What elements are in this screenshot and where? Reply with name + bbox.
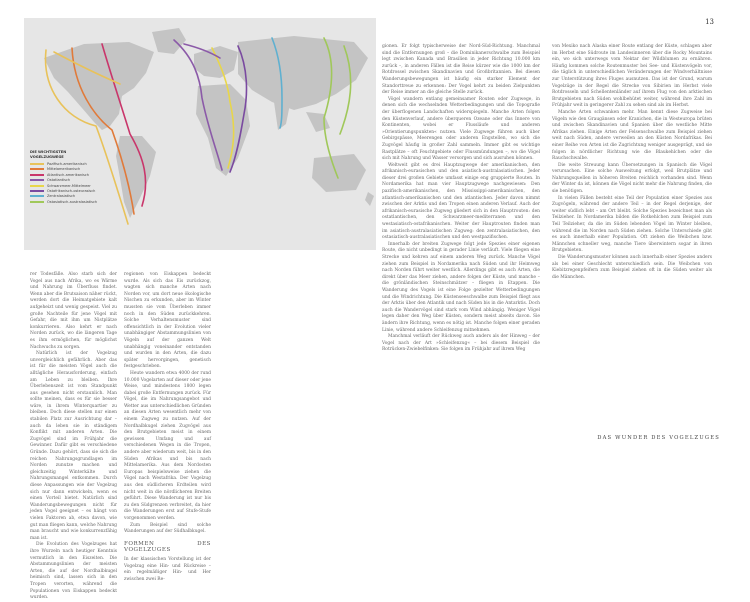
legend-label: Ostasiatisch-australasiatisch <box>47 199 98 204</box>
body-paragraph: Natürlich ist der Vogelzug unvergleichlich gefährlich. Aber das ist für die meisten Vögel auch die alltägliche Herausforderung, einfach am Leben zu bleiben. Ihre Überlebenszeit ist vom Standpunkt aus gesehen nicht erstaunlich. Man sollte meinen, dass es für sie besser wäre, in ihrem Winterquartier zu bleiben. Doch diese stellen nur einen stabilen Platz zur Ausrichtung dar – auch da leben sie in ständigem Konflikt mit anderen Arten. Die Zugvögel sind im Frühjahr die Gewinner. Dafür gibt es verschiedene Gründe. Dazu gehört, dass sie sich die reichen Nahrungsgrundlagen im Norden zunutze machen und gleichzeitig Winterkälte und Nahrungsmangel entkommen. Durch diese Anpassungen wie der Vogelzug sich nur dann entwickeln, wenn es einen Vorteil bietet. Natürlich sind Wanderungsbewegungen nicht für jeden Vogel geeignet – es hängt von vielen Faktoren ab, etwa davon, wie gut man fliegen kann, welche Nahrung man braucht und wie konkurrenzfähig man ist. <box>30 351 117 541</box>
body-paragraph: rer Todesfälle. Also starb sich der Vogel aus nach Afrika, wo es Wärme und Nahrung im Überfluss findet. Wenn aber die Brutsaison näher rückt, werden dort die Heimatgebiete kalt aufgeheizt und wenig gespeist. Viel zu große Nachteile für jene Vögel mit Gefahr, die mit ihm um Nistplätze konkurrieren. Also kehrt er nach Norden zurück, wo die längeren Tage es ihm ermöglichen, für möglichst Nachwuchs zu sorgen. <box>30 272 117 350</box>
section-first-paragraph: In der klassischen Vorstellung ist der Vogelzug eine Hin- und Rückreise – ein regelmäßiger Hin- und Her zwischen zwei Re- <box>124 556 211 582</box>
column-1-body <box>30 272 117 602</box>
body-paragraph: Die Evolution des Vogelzuges hat ihre Wurzeln nach heutiger Kenntnis vermutlich in den Eiszeiten. Die Abstammungslinien der meisten Arten, die auf der Nordhalbkugel heimisch sind, lassen sich in den Tropen verorten, während die Populationen von Eiskappen bedeckt wurden. <box>30 542 117 601</box>
legend-label: Zentralasiatisch <box>47 194 76 199</box>
legend-swatch <box>30 163 44 165</box>
body-paragraph: gionen. Er folgt typischerweise der Nord-Süd-Richtung. Manchmal sind die Entfernungen groß – die Dominikanerschwalbe zum Beispiel legt zwischen Kanada und Brasilien in jeder Richtung 10.000 km zurück –, in anderen Fällen ist die Reise kürzer wie die 1000 km der Rotdrossel zwischen Skandinavien und Großbritannien. Bei diesen Wanderungsbewegungen ist häufig ein starker Element der Standorttreue zu erkennen: Der Vogel kehrt zu beiden Zielpunkten der Reise immer an die gleiche Stelle zurück. <box>382 44 540 96</box>
body-paragraph: Die weite Streuung kann Übersetzungen in Spanisch die Vögel verursachen. Eine solche Ausweitung erfolgt, weil Brutplätze und Nahrungsquellen in höheren Breiten reichlich vorhanden sind. Wenn der Winter da ist, können die Vögel nicht mehr die Nahrung finden, die sie benötigen. <box>552 162 712 195</box>
body-paragraph: Manchmal verläuft der Rückweg auch anders als der Hinweg – der Vogel nach der Art »Schleifenzug« – bei diesem Beispiel die Rotrücken-Zwiebelfinken: Sie folgen im Frühjahr auf ihrem Weg <box>382 334 540 353</box>
legend-swatch <box>30 195 44 197</box>
body-paragraph: Die Wanderungsmuster können auch innerhalb einer Spezies anders als bei einer Geschlecht unterschiedlich sein. Die Weibchen von Kiebitzregenpfeifern zum Beispiel ziehen oft in die Süden weiter als die Männchen. <box>552 255 712 280</box>
text-column-2 <box>124 272 211 582</box>
body-paragraph: Vögel wandern entlang gemeinsamer Routen oder Zugwege, in denen sich die wechselnden Wetterbedingungen und die Topografie der überflogenen Landschaften widerspiegeln. Manche Arten folgen den Küstenverlauf, andere überqueren Ozeane oder das Innere von Kontinenten, wobei er Flussläufe und anderen »Orientierungspunkten« nutzen. Viele Zugwege führen auch über Gebirgspässe, Meerengen oder anderen Engstellen, wo sich die Zugvögel häufig in großer Zahl sammeln. Immer gibt es wichtige Rastplätze – oft Feuchtgebiete oder Flussmündungen –, wo die Vögel sich mit Nahrung und Wasser versorgen und sich ausruhen können. <box>382 96 540 162</box>
column-3-body <box>382 44 540 354</box>
legend-label: Schwarzmeer-Mittelmeer <box>47 183 91 188</box>
page-number: 13 <box>705 18 714 26</box>
body-paragraph: regionen von Eiskappen bedeckt wurde. Als sich das Eis zurückzog, wagten sich manche Arten nach Norden vor, um dort neue ökologische Nischen zu erkunden, aber im Winter mussten sie vom Überleben immer noch in den Süden zurückkehren. Solche Verhaltensmuster sind offensichtlich in der Evolution vieler unabhängiger Abstammungslinien von Vögeln auf der ganzen Welt unabhängig voneinander entstanden und wurden in den Arten, die dazu später hervorgingen, genetisch festgeschrieben. <box>124 272 211 370</box>
legend-label: Ostafrikanisch-osteurasisch <box>47 188 96 193</box>
body-paragraph: Weltweit gibt es drei Hauptzugwege der amerikanischen, den afrikanisch-eurasischen und den asiatisch-australasiatischen. Jeder dieser drei großen Gebiete umfasst einige eng gruppierte Routen. In Nordamerika hat man vier Hauptzugwege nachgewiesen: Den pazifisch-amerikanischen, den Mississippi-amerikanischen, den atlantisch-amerikanischen und den atlantischen. Jeder davon nimmt zwischen der Arktis und den Tropen einen anderen Verlauf. Auch der afrikanisch-eurasische Zugweg gliedert sich in den Hauptrouten: den ostatlantischen, den Schwarzmeer-mediterranen und den westasiatisch-ostafrikanischen. Weiter der Hauptrouten finden man im asiatisch-australasiatischen Zugweg: den zentralasiatischen, den ostasiatisch-australasiatischen und den westpazifischen. <box>382 162 540 241</box>
map-legend <box>30 150 110 204</box>
legend-title <box>30 150 110 159</box>
body-paragraph: Innerhalb der breiten Zugwege folgt jede Spezies einer eigenen Route, die nicht unbedingt in gerader Linie verläuft. Viele fliegen eine Strecke und kehren auf einem anderen Weg zurück. Manche Vögel ziehen zum Beispiel in Nordamerika nach Süden und ihr Heimweg nach Norden führt weiter westlich. Allerdings gibt es auch Arten, die direkt über das Meer ziehen, andere folgen der Küste, und manche – die grönländischen Steinschmätzer – fliegen in Etappen. Die Wanderung des Vogels ist eine Folge gezielter Wetterbedingungen und die Windrichtung. Die Küstenseeschwalbe zum Beispiel fliegt aus der Arktis über den Atlantik und nach Süden bis in die Antarktis. Doch auch die Wandervögel sind stark vom Wind abhängig. Weniger Vögel legen daher den Weg über Küsten, sondern meist abseits davon. Sie ändern ihre Richtung, wenn es nötig ist. Manche folgen einer geraden Linie, während andere Schleifenzug mitnehmen. <box>382 241 540 333</box>
legend-label: Mittelamerikanisch <box>47 167 81 172</box>
legend-title-line2: VOGELZUGWEGE <box>30 154 64 159</box>
body-paragraph: Manche Arten schwanken mehr. Man kennt diese Zugweise bei Vögeln wie den Graugänsen oder Kranichen, die in Westeuropa brüten und zwischen Skandinavien und Spanien über die westliche Mitte Afrikas ziehen. Einige Arten der Felsenschwalbe zum Beispiel ziehen weit nach Süden, andere verweilen an den Küsten Nordafrikas. Bei einer Reihe von Arten ist die Zugrichtung weniger ausgeprägt, und sie folgen in nördlicher Richtung wie die Blaukehlchen oder die Rauchschwalbe. <box>552 109 712 162</box>
legend-swatch <box>30 168 44 170</box>
column-2-body <box>124 272 211 536</box>
legend-label: Pazifisch-amerikanisch <box>47 162 87 167</box>
legend-title-line1: DIE WICHTIGSTEN <box>30 150 67 154</box>
body-paragraph: Zum Beispiel sind solche Wanderungen auf der Südhalbkugel. <box>124 522 211 535</box>
legend-swatch <box>30 174 44 176</box>
legend-label: Ostatlantisch <box>47 178 71 183</box>
legend-swatch <box>30 201 44 203</box>
migration-map <box>24 18 376 250</box>
section-heading: FORMEN DES VOGELZUGES <box>124 540 211 554</box>
legend-swatch <box>30 185 44 187</box>
text-column-4 <box>552 44 712 408</box>
legend-swatch <box>30 190 44 192</box>
running-footer: DAS WUNDER DES VOGELZUGES <box>597 435 720 441</box>
body-paragraph: In vielen Fällen besteht eine Teil der Population einer Spezies aus Zugvögeln, während der andere Teil – in der Regel derjenige, der weiter südlich lebt – am Ort bleibt. Solche Spezies bezeichnet man als Teilzieher. In Nordamerika bilden die Rotkehlchen zum Beispiel zum Teil Teilzieher, da die im Süden lebenden Vögel im Winter bleiben, während die im Norden nach Süden ziehen. Solche Unterschiede gibt es auch innerhalb einer Population. Oft ziehen die Weibchen bzw. Männchen schneller weg, manche Tiere überwintern sogar in ihren Brutgebieten. <box>552 195 712 254</box>
column-4-body <box>552 44 712 281</box>
legend-label: Atlantisch-amerikanisch <box>47 172 89 177</box>
legend-swatch <box>30 179 44 181</box>
world-map-graphic <box>24 18 376 250</box>
legend-item <box>30 199 110 204</box>
text-column-3 <box>382 44 540 444</box>
body-paragraph: Heute wandern etwa 4000 der rund 10.000 Vogelarten auf dieser oder jene Weise, und mindestens 1800 legen dabei große Entfernungen zurück. Für Vögel, die im Nahrungsangebot und Wetter aus unterschiedlichen Gründen an diesen Arten wesentlich mehr von einem Zugweg zu nutzen. Auf der Nordhalbkugel ziehen Zugvögel aus den Brutgebieten meist in einem gewissen Umfang und auf verschiedenen Wegen in die Tropen, andere aber wiederum weit, bis in den Süden Afrikas und bis nach Mittelamerika. Aus dem Nordosten Europas beispielsweise ziehen die Vögel nach Westafrika. Der Vogelzug aus den südlicheren Erdteilen wird nicht weit in die nördlicheren Breiten geführt. Diese Wanderung ist nur bis zu den Südgrenzen verbreitet, da hier die Wanderungen erst auf Stufe-Stufe vorgenommen werden. <box>124 370 211 521</box>
body-paragraph: von Mexiko nach Alaska einer Route entlang der Küste, schlagen aber im Herbst eine Südroute im Landesinneren über die Rocky Mountains ein, wo sich unterwegs vom Nektar der Wildblumen zu ernähren. Häufig kommen solche Routenmuster bei See- und Küstenvögeln vor, die täglich in unterschiedlichen Veränderungen der Windverhältnisse zur Unterstützung ihres Fluges ausnutzen. Das ist der Grund, warum Vogelzüge in der Regel die Strecke von Sibirien im Herbst viele Rotdrosseln und Schellentenländer auf ihrem Flug von den arktischen Brutgebieten nach Süden wohlbehütet weiter, während ihre Zahl im Frühjahr weit in geringerer Zahl zu sehen sind als im Herbst. <box>552 44 712 109</box>
text-column-1 <box>30 272 117 601</box>
legend-rows <box>30 161 110 204</box>
